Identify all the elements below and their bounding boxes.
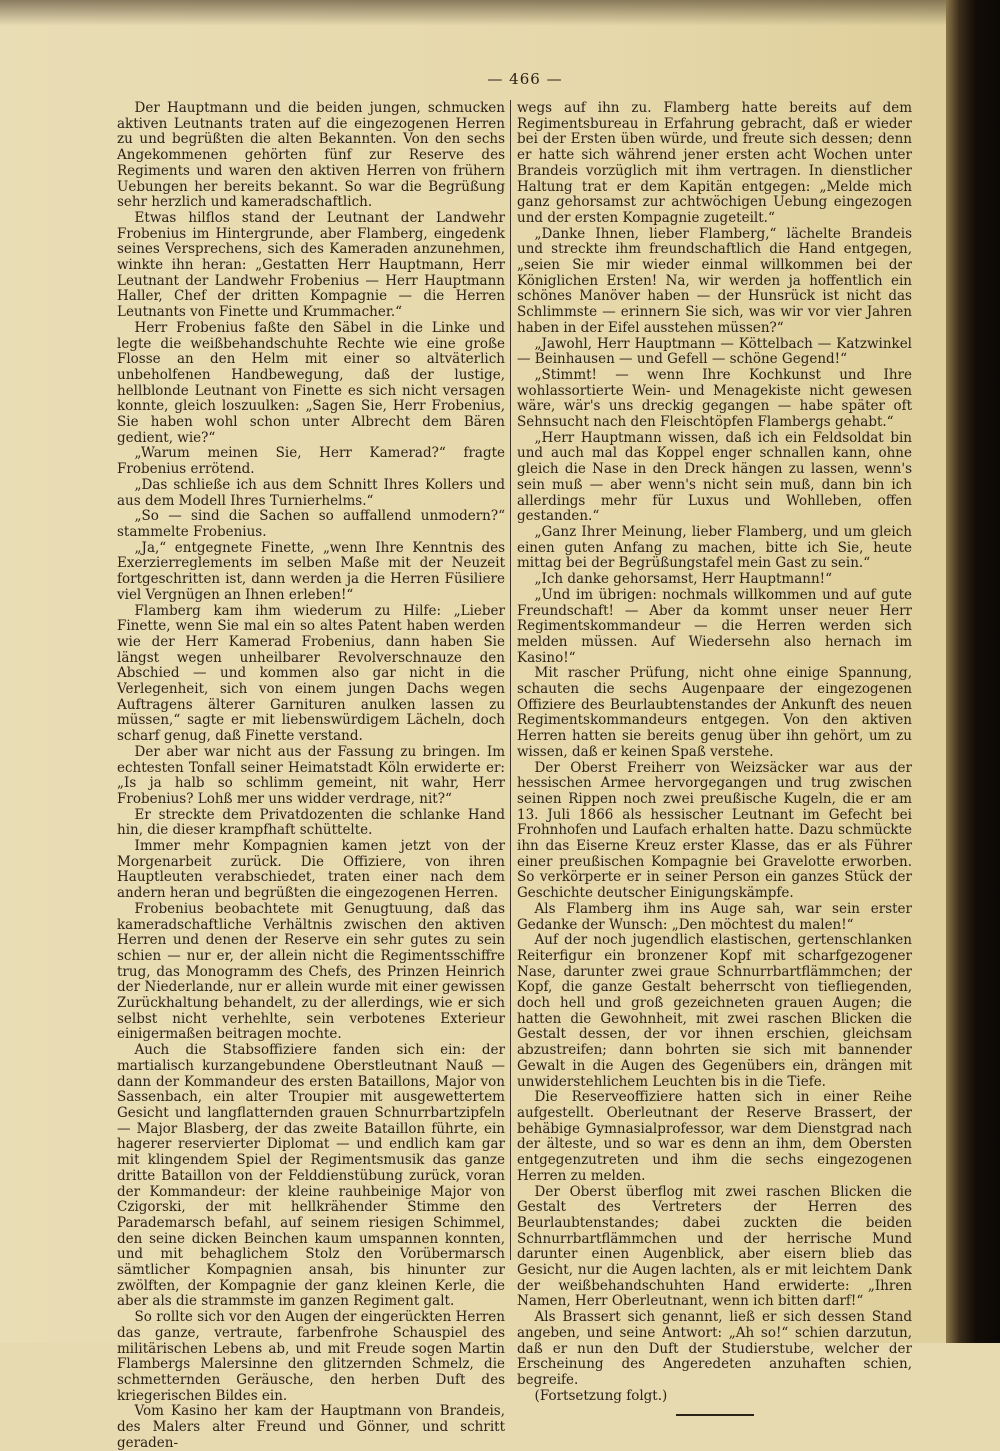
paragraph: Auch die Stabsoffiziere fanden sich ein: der martialisch kurzangebundene Oberstleutnant Nauß — dann der Kommandeur des ersten Bataillons, Major von Sassenbach, ein alter Troupier mit ausgewettertem Gesicht und langflatternden grauen Schnurrbartzipfeln — Major Blasberg, der das zweite Bataillon führte, ein hagerer reservierter Diplomat — und endlich kam gar mit klingendem Spiel der Regimentsmusik das ganze dritte Bataillon von der Felddienstübung zurück, voran der Kommandeur: der kleine rauhbeinige Major von Czigorski, der mit hellkrähender Stimme den Parademarsch befahl, auf seinem riesigen Schimmel, den seine dicken Beinchen kaum umspannen konnten, und mit behaglichem Stolz den Vorübermarsch sämtlicher Kompagnien ansah, bis hinunter zur zwölften, der Kompagnie der ganz kleinen Kerle, die aber als die strammste im ganzen Regiment galt.: [117, 1042, 505, 1310]
paragraph: „Das schließe ich aus dem Schnitt Ihres Kollers und aus dem Modell Ihres Turnierhelms.“: [117, 476, 505, 509]
paragraph: Auf der noch jugendlich elastischen, gertenschlanken Reiterfigur ein bronzener Kopf mit scharfgezogener Nase, darunter zwei graue Schnurrbartflämmchen; der Kopf, die ganze Gestalt beherrscht von tiefliegenden, doch hell und groß gezeichneten grauen Augen; die hatten die Gewohnheit, mit zwei raschen Blicken die Gestalt dessen, der vor ihnen erschien, gleichsam abzustreifen; dann bohrten sie sich mit bannender Gewalt in die Augen des Gegenübers ein, drängen mit unwiderstehlichem Leuchten bis in die Tiefe.: [517, 932, 912, 1090]
paragraph: Etwas hilflos stand der Leutnant der Landwehr Frobenius im Hintergrunde, aber Flamberg, eingedenk seines Versprechens, sich des Kameraden anzunehmen, winkte ihn heran: „Gestatten Herr Hauptmann, Herr Leutnant der Landwehr Frobenius — Herr Hauptmann Haller, Chef der dritten Kompagnie — die Herren Leutnants von Finette und Krummacher.“: [117, 209, 505, 321]
paragraph: „Herr Hauptmann wissen, daß ich ein Feldsoldat bin und auch mal das Koppel enger schnallen kann, ohne gleich die Nase in den Dreck hängen zu lassen, wenn's sein muß — aber wenn's nicht sein muß, dann bin ich allerdings mehr für Luxus und Wohlleben, offen gestanden.“: [517, 429, 912, 525]
right-column: [517, 101, 912, 1416]
end-rule: [676, 1414, 754, 1416]
paragraph: „Ja,“ entgegnete Finette, „wenn Ihre Kenntnis des Exerzierreglements im selben Maße mit der Neuzeit fortgeschritten ist, dann werden ja die Herren Füsiliere viel Vergnügen an Ihnen erleben!“: [117, 539, 505, 603]
paragraph: Herr Frobenius faßte den Säbel in die Linke und legte die weißbehandschuhte Rechte wie eine große Flosse an den Helm mit einer so altväterlich unbeholfenen Handbewegung, daß der lustige, hellblonde Leutnant von Finette es sich nicht versagen konnte, gleich loszuulken: „Sagen Sie, Herr Frobenius, Sie haben wohl schon unter Albrecht dem Bären gedient, wie?“: [117, 319, 505, 446]
paragraph: „Warum meinen Sie, Herr Kamerad?“ fragte Frobenius errötend.: [117, 445, 505, 478]
paragraph: So rollte sich vor den Augen der eingerückten Herren das ganze, vertraute, farbenfrohe Schauspiel des militärischen Lebens ab, und mit Freude sogen Martin Flambergs Malersinne den glitzernden Schmelz, die schmetternden Geräusche, den herben Duft des kriegerischen Bildes ein.: [117, 1309, 505, 1404]
paragraph: „Jawohl, Herr Hauptmann — Köttelbach — Katzwinkel — Beinhausen — und Gefell — schöne Gegend!“: [517, 335, 912, 368]
paragraph: Er streckte dem Privatdozenten die schlanke Hand hin, die dieser krampfhaft schüttelte.: [117, 806, 505, 839]
left-column: [117, 101, 505, 1451]
paragraph: „Ganz Ihrer Meinung, lieber Flamberg, und um gleich einen guten Anfang zu machen, bitte ich Sie, heute mittag bei der Begrüßungstafel mein Gast zu sein.“: [517, 523, 912, 572]
paragraph: Der Oberst überflog mit zwei raschen Blicken die Gestalt des Vertreters der Herren des Beurlaubtenstandes; dabei zuckten die beiden Schnurrbartflämmchen und der herrische Mund darunter einen Augenblick, aber eisern blieb das Gesicht, nur die Augen lachten, als er mit leichtem Dank der weißbehandschuhten Hand erwiderte: „Ihren Namen, Herr Oberleutnant, wenn ich bitten darf!“: [517, 1183, 912, 1310]
paragraph: Vom Kasino her kam der Hauptmann von Brandeis, des Malers alter Freund und Gönner, und schritt geraden-: [117, 1403, 505, 1451]
paragraph: Mit rascher Prüfung, nicht ohne einige Spannung, schauten die sechs Augenpaare der eingezogenen Offiziere des Beurlaubtenstandes der Ankunft des neuen Regimentskommandeurs entgegen. Von den aktiven Herren hatten sie bereits genug über ihn gehört, um zu wissen, daß er keinen Spaß verstehe.: [517, 665, 912, 760]
paragraph: Als Flamberg ihm ins Auge sah, war sein erster Gedanke der Wunsch: „Den möchtest du malen!“: [517, 900, 912, 933]
paragraph: wegs auf ihn zu. Flamberg hatte bereits auf dem Regimentsbureau in Erfahrung gebracht, daß er wieder bei der Ersten üben würde, und freute sich dessen; denn er hatte sich während jener ersten acht Wochen unter Brandeis vorzüglich mit ihm vertragen. In dienstlicher Haltung trat er dem Kapitän entgegen: „Melde mich ganz gehorsamst zur achtwöchigen Uebung eingezogen und der ersten Kompagnie zugeteilt.“: [517, 100, 912, 226]
paragraph: Der Hauptmann und die beiden jungen, schmucken aktiven Leutnants traten auf die eingezogenen Herren zu und begrüßten die alten Bekannten. Von den sechs Angekommenen gehörten fünf zur Reserve des Regiments und waren den aktiven Herren von frühern Uebungen her bereits bekannt. So war die Begrüßung sehr herzlich und kameradschaftlich.: [117, 100, 505, 211]
paragraph: Die Reserveoffiziere hatten sich in einer Reihe aufgestellt. Oberleutnant der Reserve Brassert, der behäbige Gymnasialprofessor, war dem Dienstgrad nach der älteste, und so war es denn an ihm, dem Obersten entgegenzutreten und ihm die sechs eingezogenen Herren zu melden.: [517, 1089, 912, 1184]
paragraph: Flamberg kam ihm wiederum zu Hilfe: „Lieber Finette, wenn Sie mal ein so altes Patent haben werden wie der Herr Kamerad Frobenius, dann haben Sie längst wegen unheilbarer Revolverschnauze den Abschied — und kommen also gar nicht in die Verlegenheit, sich von einem jungen Dachs wegen Auftragens älterer Garnituren anulken lassen zu müssen,“ sagte er mit liebenswürdigem Lächeln, doch scharf genug, daß Finette verstand.: [117, 602, 505, 745]
paragraph: „So — sind die Sachen so auffallend unmodern?“ stammelte Frobenius.: [117, 508, 505, 540]
paragraph: Als Brassert sich genannt, ließ er sich dessen Stand angeben, und seine Antwort: „Ah so!“ schien darzutun, daß er nun den Duft der Studierstube, welcher der Erscheinung des Angeredeten anzuhaften schien, begreife.: [517, 1309, 912, 1388]
paragraph: Der Oberst Freiherr von Weizsäcker war aus der hessischen Armee hervorgegangen und trug zwischen seinen Rippen noch zwei preußische Kugeln, die er am 13. Juli 1866 als hessischer Leutnant im Gefecht bei Frohnhofen und Laufach erhalten hatte. Dazu schmückte ihn das Eiserne Kreuz erster Klasse, das er als Führer einer preußischen Kompagnie bei Gravelotte erworben. So verkörperte er in seiner Person ein ganzes Stück der Geschichte deutscher Einigungskämpfe.: [517, 759, 912, 902]
scan-top-shadow: [0, 0, 1000, 26]
paragraph: „Stimmt! — wenn Ihre Kochkunst und Ihre wohlassortierte Wein- und Menagekiste nicht gewesen wäre, wär's uns dreckig gegangen — habe später oft Sehnsucht nach den Fleischtöpfen Flambergs gehabt.“: [517, 366, 912, 431]
paragraph: Frobenius beobachtete mit Genugtuung, daß das kameradschaftliche Verhältnis zwischen den aktiven Herren und denen der Reserve ein sehr gutes zu sein schien — nur er, der allein nicht die Regimentsschiffre trug, das Monogramm des Chefs, des Prinzen Heinrich der Niederlande, nur er allein wurde mit einer gewissen Zurückhaltung behandelt, zu der allerdings, wie er sich selbst nicht verhehlte, sein verbotenes Exterieur einigermaßen beitragen mochte.: [117, 900, 505, 1043]
right-column-body: [517, 101, 912, 1389]
continuation-note: (Fortsetzung folgt.): [534, 1387, 668, 1404]
page-number: — 466 —: [487, 70, 563, 88]
paragraph: Immer mehr Kompagnien kamen jetzt von der Morgenarbeit zurück. Die Offiziere, von ihren Hauptleuten verabschiedet, traten einer nach dem andern heran und begrüßten die eingezogenen Herren.: [117, 838, 505, 902]
column-divider: [510, 100, 511, 1260]
paragraph: „Danke Ihnen, lieber Flamberg,“ lächelte Brandeis und streckte ihm freundschaftlich die Hand entgegen, „seien Sie mir wieder einmal willkommen bei der Königlichen Ersten! Na, wir werden ja hoffentlich ein schönes Manöver haben — der Hunsrück ist nicht das Schlimmste — erinnern Sie sich, was wir vor vier Jahren haben in der Eifel ausstehen müssen?“: [517, 225, 912, 336]
paragraph: „Und im übrigen: nochmals willkommen und auf gute Freundschaft! — Aber da kommt unser neuer Herr Regimentskommandeur — die Herren werden sich melden müssen. Auf Wiedersehn also hernach im Kasino!“: [517, 586, 912, 666]
scan-binding-edge: [946, 0, 1000, 1343]
paragraph: „Ich danke gehorsamst, Herr Hauptmann!“: [534, 571, 832, 588]
paragraph: Der aber war nicht aus der Fassung zu bringen. Im echtesten Tonfall seiner Heimatstadt Köln erwiderte er: „Is ja halb so schlimm gemeint, nit wahr, Herr Frobenius? Lohß mer uns widder verdrage, nit?“: [117, 743, 505, 807]
